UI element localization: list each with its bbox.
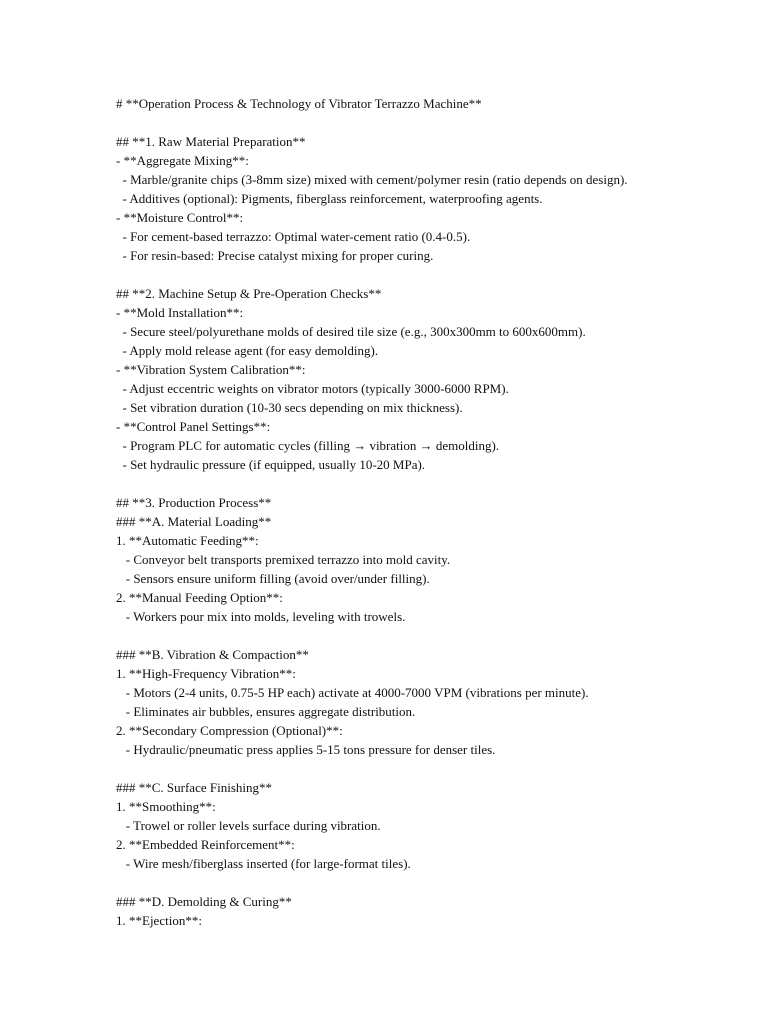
blank-line	[116, 113, 756, 132]
list-item: 1. **High-Frequency Vibration**:	[116, 666, 296, 681]
sub-list-item: - Set hydraulic pressure (if equipped, usually 10-20 MPa).	[116, 457, 426, 472]
list-item: - **Aggregate Mixing**:	[116, 153, 249, 168]
sub-list-item: - Workers pour mix into molds, leveling with trowels.	[116, 609, 406, 624]
sub-list-item: - For resin-based: Precise catalyst mixing for proper curing.	[116, 248, 434, 263]
list-item: 2. **Manual Feeding Option**:	[116, 590, 283, 605]
list-item: - **Moisture Control**:	[116, 210, 244, 225]
blank-line	[116, 759, 756, 778]
sub-list-item: - Eliminates air bubbles, ensures aggregate distribution.	[116, 704, 416, 719]
blank-line	[116, 265, 756, 284]
sub-list-item: - Hydraulic/pneumatic press applies 5-15 tons pressure for denser tiles.	[116, 742, 496, 757]
blank-line	[116, 474, 756, 493]
sub-list-item: - Sensors ensure uniform filling (avoid over/under filling).	[116, 571, 430, 586]
list-item: - **Control Panel Settings**:	[116, 419, 271, 434]
subsection-heading: ### **D. Demolding & Curing**	[116, 894, 292, 909]
blank-line	[116, 626, 756, 645]
sub-list-item: - Set vibration duration (10-30 secs depending on mix thickness).	[116, 400, 463, 415]
list-item: 1. **Ejection**:	[116, 913, 202, 928]
sub-list-item: - Trowel or roller levels surface during vibration.	[116, 818, 381, 833]
sub-list-item: - Secure steel/polyurethane molds of desired tile size (e.g., 300x300mm to 600x600mm).	[116, 324, 586, 339]
list-item: 1. **Smoothing**:	[116, 799, 216, 814]
sub-list-item: - Wire mesh/fiberglass inserted (for large-format tiles).	[116, 856, 411, 871]
sub-list-item: - For cement-based terrazzo: Optimal water-cement ratio (0.4-0.5).	[116, 229, 471, 244]
subsection-heading: ### **B. Vibration & Compaction**	[116, 647, 309, 662]
document-title: # **Operation Process & Technology of Vibrator Terrazzo Machine**	[116, 96, 482, 111]
list-item: - **Vibration System Calibration**:	[116, 362, 306, 377]
section-heading: ## **1. Raw Material Preparation**	[116, 134, 306, 149]
list-item: 2. **Secondary Compression (Optional)**:	[116, 723, 343, 738]
list-item: - **Mold Installation**:	[116, 305, 244, 320]
document-body	[116, 94, 756, 930]
sub-list-item: - Marble/granite chips (3-8mm size) mixed with cement/polymer resin (ratio depends on design).	[116, 172, 628, 187]
sub-list-item: - Adjust eccentric weights on vibrator motors (typically 3000-6000 RPM).	[116, 381, 509, 396]
blank-line	[116, 873, 756, 892]
section-heading: ## **3. Production Process**	[116, 495, 272, 510]
section-heading: ## **2. Machine Setup & Pre-Operation Checks**	[116, 286, 382, 301]
sub-list-item: - Conveyor belt transports premixed terrazzo into mold cavity.	[116, 552, 451, 567]
sub-list-item: - Program PLC for automatic cycles (filling → vibration → demolding).	[116, 438, 500, 453]
list-item: 2. **Embedded Reinforcement**:	[116, 837, 295, 852]
subsection-heading: ### **C. Surface Finishing**	[116, 780, 272, 795]
list-item: 1. **Automatic Feeding**:	[116, 533, 259, 548]
sub-list-item: - Motors (2-4 units, 0.75-5 HP each) activate at 4000-7000 VPM (vibrations per minute).	[116, 685, 589, 700]
sub-list-item: - Apply mold release agent (for easy demolding).	[116, 343, 379, 358]
subsection-heading: ### **A. Material Loading**	[116, 514, 272, 529]
sub-list-item: - Additives (optional): Pigments, fiberglass reinforcement, waterproofing agents.	[116, 191, 543, 206]
